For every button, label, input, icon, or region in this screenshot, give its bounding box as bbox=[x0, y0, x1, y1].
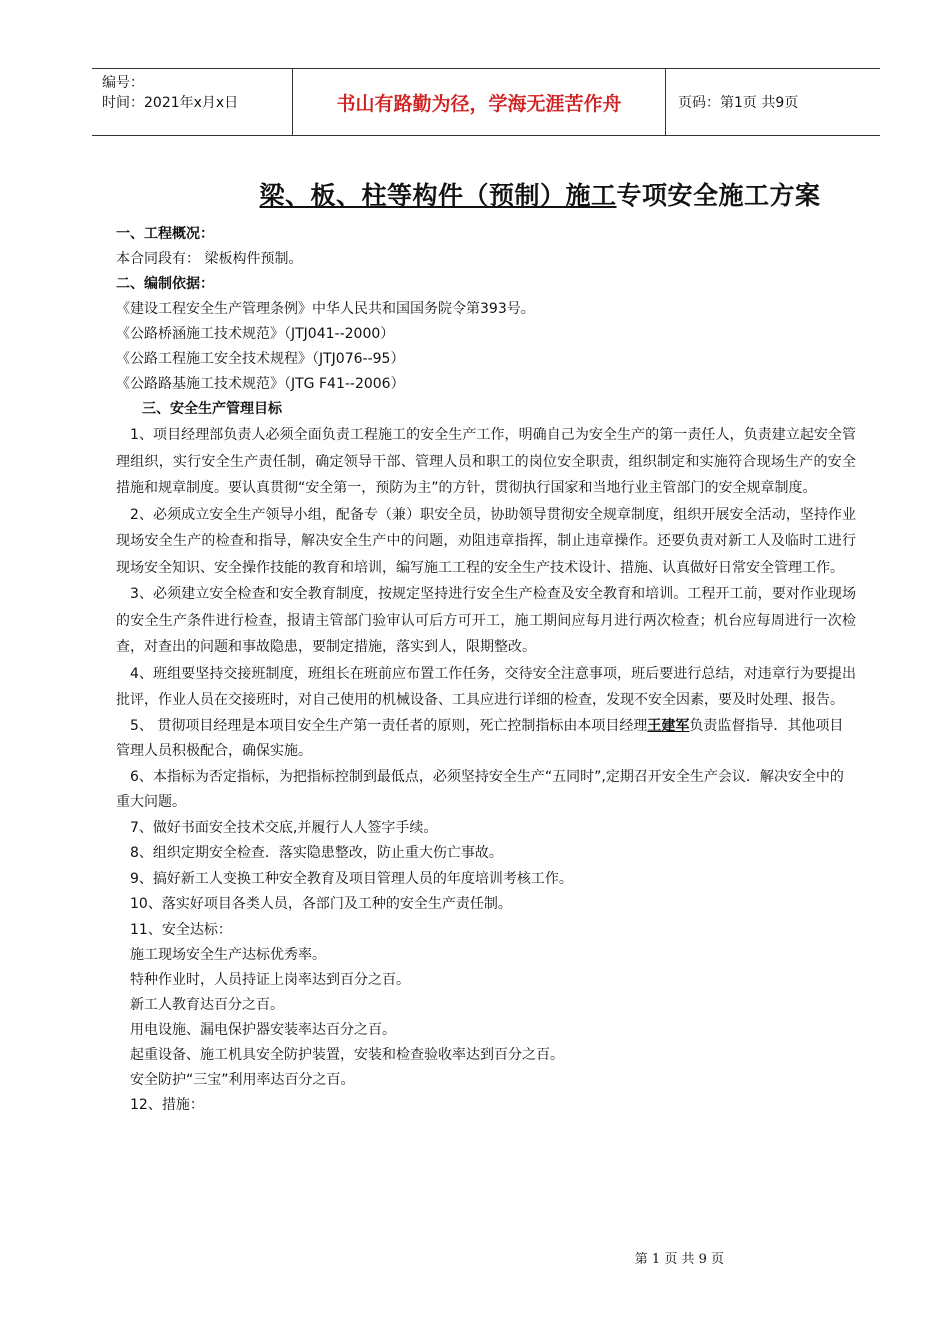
target-item: 用电设施、漏电保护器安装率达百分之百。 bbox=[130, 1022, 396, 1038]
document-title bbox=[0, 176, 950, 212]
section1-text: 本合同段有： 梁板构件预制。 bbox=[116, 251, 303, 267]
target-item: 施工现场安全生产达标优秀率。 bbox=[130, 947, 326, 963]
reference-item: 《建设工程安全生产管理条例》中华人民共和国国务院令第393号。 bbox=[116, 301, 535, 317]
section3-heading: 三、安全生产管理目标 bbox=[142, 401, 282, 417]
header-page: 页码：第1页 共9页 bbox=[678, 95, 799, 111]
reference-item: 《公路工程施工安全技术规程》（JTJ076--95） bbox=[116, 351, 405, 367]
target-item: 新工人教育达百分之百。 bbox=[130, 997, 284, 1013]
paragraph-2: 2、必须成立安全生产领导小组，配备专（兼）职安全员，协助领导贯彻安全规章制度，组织开展安全活动，坚持作业现场安全生产的检查和指导，解决安全生产中的问题，劝阻违章指挥，制止违章操作。还要负责对新工人及临时工进行现场安全知识、安全操作技能的教育和培训，编写施工工程的安全生产技术设计、措施、认真做好日常安全管理工作。 bbox=[116, 506, 856, 576]
section2-heading: 二、编制依据： bbox=[116, 276, 214, 292]
footer-page-number: 第 1 页 共 9 页 bbox=[634, 1252, 724, 1267]
paragraph-1: 1、项目经理部负责人必须全面负责工程施工的安全生产工作，明确自己为安全生产的第一责任人，负责建立起安全管理组织，实行安全生产责任制，确定领导干部、管理人员和职工的岗位安全职责，组织制定和实施符合现场生产的安全措施和规章制度。要认真贯彻“安全第一，预防为主”的方针，贯彻执行国家和当地行业主管部门的安全规章制度。 bbox=[116, 427, 856, 496]
paragraph-6: 6、本指标为否定指标，为把指标控制到最低点，必须坚持安全生产“五同时”,定期召开安全生产会议．解决安全中的重大问题。 bbox=[116, 768, 844, 810]
reference-item: 《公路路基施工技术规范》（JTG F41--2006） bbox=[116, 376, 405, 392]
manager-name: 王建军 bbox=[647, 717, 690, 734]
target-item: 特种作业时，人员持证上岗率达到百分之百。 bbox=[130, 972, 410, 988]
paragraph-4: 4、班组要坚持交接班制度，班组长在班前应布置工作任务，交待安全注意事项，班后要进行总结，对违章行为要提出批评，作业人员在交接班时，对自己使用的机械设备、工具应进行详细的检查，发现不安全因素，要及时处理、报告。 bbox=[116, 665, 856, 708]
paragraph-5-pre: 5、 贯彻项目经理是本项目安全生产第一责任者的原则，死亡控制指标由本项目经理 bbox=[130, 717, 648, 734]
title-rest: 专项安全施工方案 bbox=[616, 181, 821, 210]
paragraph-11: 11、安全达标： bbox=[130, 921, 232, 938]
number-label: 编号： bbox=[102, 75, 144, 91]
reference-item: 《公路桥涵施工技术规范》（JTJ041--2000） bbox=[116, 326, 395, 342]
document-body bbox=[116, 222, 856, 1119]
section1-heading: 一、工程概况： bbox=[116, 226, 214, 242]
time-label: 时间：2021年x月x日 bbox=[102, 95, 239, 111]
page-footer bbox=[0, 1248, 950, 1267]
target-item: 安全防护“三宝”利用率达百分之百。 bbox=[130, 1072, 355, 1088]
header-motto: 书山有路勤为径，学海无涯苦作舟 bbox=[293, 69, 666, 135]
paragraph-5-post: 负责监督指导．其他项目管理人员积极配合，确保实施。 bbox=[116, 717, 844, 759]
paragraph-12: 12、措施： bbox=[130, 1097, 204, 1113]
title-underlined: 梁、板、柱等构件（预制）施工 bbox=[259, 181, 617, 210]
paragraph-3: 3、必须建立安全检查和安全教育制度，按规定坚持进行安全生产检查及安全教育和培训。工程开工前，要对作业现场的安全生产条件进行检查，报请主管部门验审认可后方可开工，施工期间应每月进行两次检查；机台应每周进行一次检查，对查出的问题和事故隐患，要制定措施，落实到人，限期整改。 bbox=[116, 586, 856, 655]
paragraph-9: 9、搞好新工人变换工种安全教育及项目管理人员的年度培训考核工作。 bbox=[130, 870, 573, 887]
paragraph-8: 8、组织定期安全检查．落实隐患整改，防止重大伤亡事故。 bbox=[130, 845, 503, 861]
paragraph-10: 10、落实好项目各类人员，各部门及工种的安全生产责任制。 bbox=[130, 896, 512, 912]
header-table bbox=[92, 68, 880, 136]
paragraph-7: 7、做好书面安全技术交底,并履行人人签字手续。 bbox=[130, 819, 438, 836]
header-meta bbox=[92, 69, 293, 135]
target-item: 起重设备、施工机具安全防护装置，安装和检查验收率达到百分之百。 bbox=[130, 1047, 564, 1063]
paragraph-5 bbox=[116, 714, 856, 765]
